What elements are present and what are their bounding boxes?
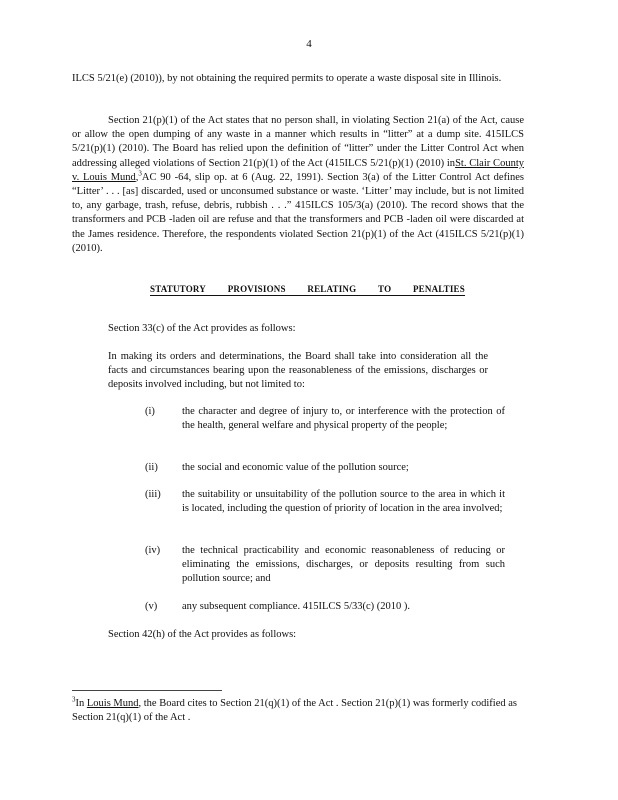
footnote-mark: 3 <box>72 695 76 704</box>
footnote-separator <box>72 690 222 691</box>
footnote <box>72 697 524 725</box>
list-item <box>145 405 505 433</box>
paragraph-section-42h: Section 42(h) of the Act provides as follows: <box>108 629 297 640</box>
section-heading <box>150 284 465 296</box>
paragraph-continued: ILCS 5/21(e) (2010)), by not obtaining the required permits to operate a waste disposal site in Illinois. <box>72 73 502 84</box>
list-item-text: the social and economic value of the pollution source; <box>182 462 409 473</box>
list-item-number: (iii) <box>145 489 161 500</box>
heading-word: PENALTIES <box>412 284 465 294</box>
footnote-text-b: , the Board cites to Section 21(q)(1) of the Act . Section 21(p)(1) was formerly codified as Section 21(q)(1) of the Act . <box>72 698 517 724</box>
heading-word: PROVISIONS <box>227 284 286 294</box>
page-number: 4 <box>306 38 312 50</box>
list-item <box>145 461 505 475</box>
heading-word: RELATING <box>307 284 357 294</box>
list-item-number: (ii) <box>145 462 158 473</box>
paragraph-litter <box>72 114 524 256</box>
footnote-text-a: In <box>75 698 85 709</box>
list-item-text: any subsequent compliance. 415ILCS 5/33(c) (2010 ). <box>182 601 411 612</box>
case-citation-st-clair: St. Clair County v. Louis Mund <box>72 157 524 183</box>
list-item-text: the technical practicability and economic reasonableness of reducing or eliminating the emissions, discharges, or deposits resulting from such pollution source; and <box>182 545 505 585</box>
list-item-number: (iv) <box>145 545 161 556</box>
list-item <box>145 544 505 587</box>
list-item-text: the suitability or unsuitability of the pollution source to the area in which it is located, including the question of priority of location in the area involved; <box>182 489 505 515</box>
paragraph-section-33c: Section 33(c) of the Act provides as follows: <box>108 323 296 334</box>
heading-word: TO <box>378 284 392 294</box>
paragraph-litter-text-a: Section 21(p)(1) of the Act states that no person shall, in violating Section 21(a) of the Act, cause or allow the open dumping of any waste in a manner which results in “litter” at a dump site. 415ILCS 5/21(p)(1) (2010). The Board has relied upon the definition of “litter” under the Litter Control Act when addressing alleged violations of Section 21(p)(1) of the Act (415ILCS 5/21(p)(1) (2010) in <box>72 115 524 169</box>
case-citation-louis-mund: Louis Mund <box>86 698 139 709</box>
list-item <box>145 488 505 516</box>
footnote-reference: 3 <box>138 169 142 178</box>
list-item-number: (v) <box>145 601 158 612</box>
list-item-number: (i) <box>145 406 155 417</box>
paragraph-litter-comma: , <box>135 171 139 183</box>
heading-word: STATUTORY <box>150 284 206 294</box>
block-quote-intro: In making its orders and determinations, the Board shall take into consideration all the facts and circumstances bearing upon the reasonableness of the emissions, discharges or deposits involved including, but not limited to: <box>108 351 488 391</box>
list-item <box>145 600 505 614</box>
list-item-text: the character and degree of injury to, or interference with the protection of the health, general welfare and physical property of the people; <box>182 406 505 432</box>
paragraph-litter-text-c: AC 90 -64, slip op. at 6 (Aug. 22, 1991). Section 3(a) of the Litter Control Act defines “Litter’ . . . [as] discarded, used or unconsumed substance or waste. ‘Litter’ may include, but is not limited to, any garbage, trash, refuse, debris, rubbish . . .” 415ILCS 105/3(a) (2010). The record shows that the transformers and PCB -laden oil are refuse and that the transformers and PCB -laden oil were discarded at the James residence. Therefore, the respondents violated Section 21(p)(1) of the Act (415ILCS 5/21(p)(1) (2010). <box>72 171 524 254</box>
